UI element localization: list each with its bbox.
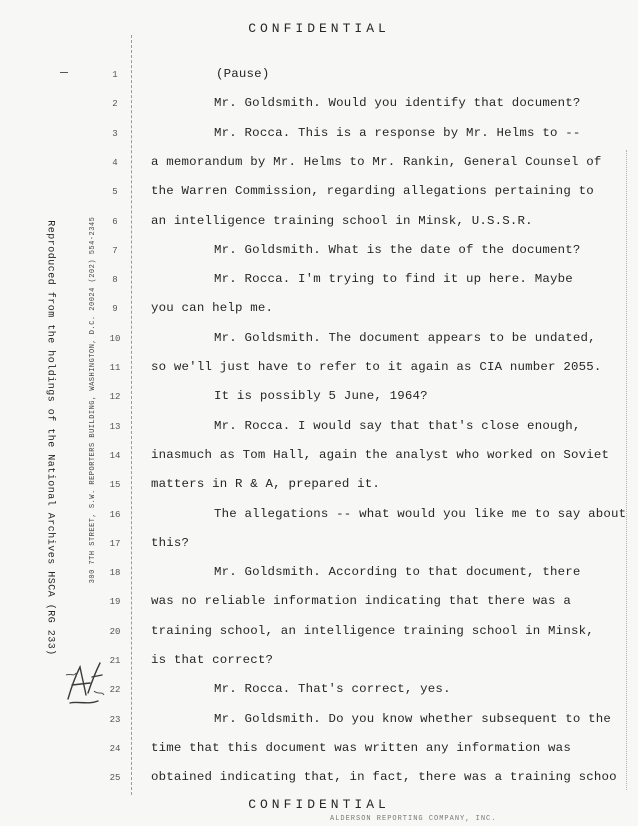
transcript-line: so we'll just have to refer to it again as CIA number 2055. <box>151 360 602 374</box>
line-number: 2 <box>112 99 118 110</box>
line-number: 6 <box>112 216 118 227</box>
transcript-line: Mr. Goldsmith. Do you know whether subsequent to the <box>214 711 612 726</box>
transcript-line: The allegations -- what would you like me to say about <box>214 506 627 521</box>
line-number: 9 <box>112 304 118 315</box>
line-number: 15 <box>109 480 121 491</box>
line-number: 18 <box>109 568 121 579</box>
reporting-company-stamp: ALDERSON REPORTING COMPANY, INC. <box>330 815 497 823</box>
line-number: 4 <box>112 157 118 168</box>
transcript-line: Mr. Rocca. That's correct, yes. <box>214 682 451 697</box>
transcript-line: (Pause) <box>216 67 270 81</box>
line-number: 12 <box>109 392 121 403</box>
transcript-line: Mr. Rocca. This is a response by Mr. Helms to -- <box>214 125 581 140</box>
transcript-line: an intelligence training school in Minsk, U.S.S.R. <box>151 213 533 228</box>
line-number: 11 <box>109 363 121 373</box>
transcript-line: inasmuch as Tom Hall, again the analyst who worked on Soviet <box>151 447 610 462</box>
transcript-line: time that this document was written any information was <box>151 740 571 755</box>
transcript-line: Mr. Rocca. I'm trying to find it up here. Maybe <box>214 272 573 287</box>
line-number: 23 <box>109 714 121 725</box>
transcript-line: Mr. Goldsmith. Would you identify that document? <box>214 96 581 111</box>
transcript-line: training school, an intelligence training school in Minsk, <box>151 623 594 638</box>
line-number: 22 <box>109 685 121 696</box>
line-number: 20 <box>109 626 121 637</box>
archives-reproduction-text: Reproduced from the holdings of the National Archives HSCA (RG 233) <box>44 220 56 656</box>
transcript-line: you can help me. <box>151 301 274 316</box>
line-number: 13 <box>109 421 121 432</box>
transcript-line: Mr. Goldsmith. The document appears to be undated, <box>214 330 596 345</box>
transcript-line: Mr. Goldsmith. What is the date of the document? <box>214 242 581 257</box>
line-number: 21 <box>109 656 121 666</box>
transcript-line: this? <box>151 535 190 550</box>
line-number: 17 <box>109 538 121 549</box>
line-number: 7 <box>112 245 118 256</box>
line-number: 24 <box>109 743 121 754</box>
line-number: 14 <box>109 450 121 461</box>
transcript-line: the Warren Commission, regarding allegations pertaining to <box>151 184 594 199</box>
handwritten-initials-mark <box>62 655 106 711</box>
line-number: 8 <box>112 275 118 286</box>
line-number: 19 <box>109 597 121 608</box>
line-number: 25 <box>109 773 121 784</box>
transcript-line: is that correct? <box>151 653 274 667</box>
line-number: 16 <box>109 509 121 520</box>
transcript-line: matters in R & A, prepared it. <box>151 477 381 492</box>
reporter-address-text: 300 7TH STREET, S.W. REPORTERS BUILDING, WASHINGTON, D.C. 20024 (202) 554-2345 <box>89 216 97 584</box>
line-number: 10 <box>109 333 121 344</box>
confidential-footer: CONFIDENTIAL <box>248 797 390 812</box>
transcript-line: Mr. Rocca. I would say that that's close enough, <box>214 418 581 433</box>
transcript-line: obtained indicating that, in fact, there was a training schoo <box>151 770 617 785</box>
line-number: 5 <box>112 187 118 198</box>
transcript-line: was no reliable information indicating that there was a <box>151 594 571 609</box>
transcript-line: Mr. Goldsmith. According to that document, there <box>214 565 581 580</box>
transcript-line: It is possibly 5 June, 1964? <box>214 389 428 404</box>
transcript-line: a memorandum by Mr. Helms to Mr. Rankin, General Counsel of <box>151 154 602 169</box>
line-number: 3 <box>112 128 118 139</box>
line-number: 1 <box>112 70 118 80</box>
confidential-header: CONFIDENTIAL <box>248 21 390 36</box>
